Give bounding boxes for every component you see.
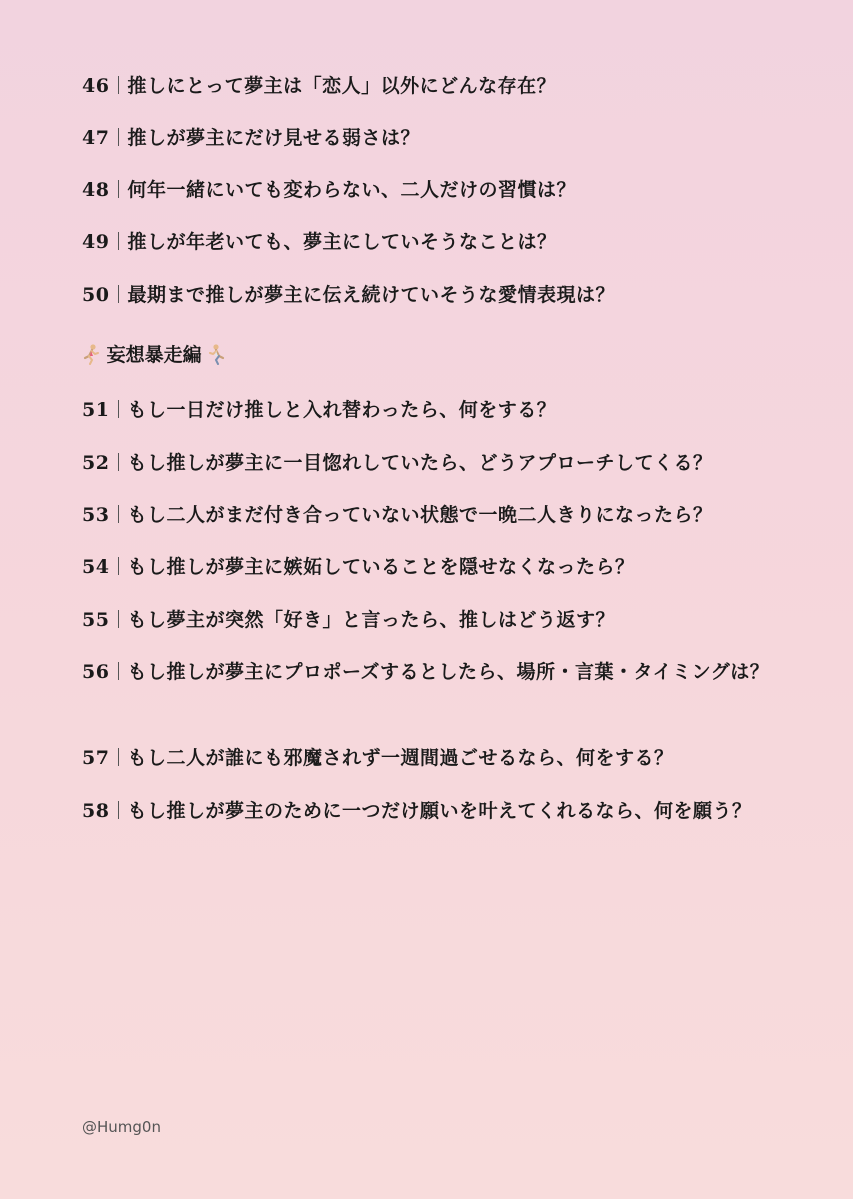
question-number: 50 [82, 284, 110, 306]
question-item [82, 278, 782, 312]
question-item [82, 225, 782, 259]
question-number: 57 [82, 747, 110, 769]
question-text: もし一日だけ推しと入れ替わったら、何をする？ [127, 399, 557, 421]
question-item [82, 603, 782, 637]
question-number: 52 [82, 452, 110, 474]
separator-bar [118, 662, 119, 680]
question-item [82, 655, 782, 689]
question-item [82, 741, 782, 775]
question-item [82, 393, 782, 427]
question-item [82, 121, 782, 155]
separator-bar [118, 801, 119, 819]
question-text: 推しが夢主にだけ見せる弱さは？ [127, 127, 420, 149]
question-text: 何年一緒にいても変わらない、二人だけの習慣は？ [127, 179, 576, 201]
question-text: もし二人が誰にも邪魔されず一週間過ごせるなら、何をする？ [127, 747, 674, 769]
separator-bar [118, 180, 119, 198]
section-title: 妄想暴走編 [106, 344, 202, 366]
question-item [82, 498, 782, 532]
separator-bar [118, 285, 119, 303]
question-number: 49 [82, 231, 110, 253]
section-heading [82, 338, 226, 372]
separator-bar [118, 76, 119, 94]
question-text: もし二人がまだ付き合っていない状態で一晩二人きりになったら？ [127, 504, 713, 526]
question-text: もし推しが夢主のために一つだけ願いを叶えてくれるなら、何を願う？ [127, 800, 752, 822]
question-number: 47 [82, 127, 110, 149]
question-number: 55 [82, 609, 110, 631]
separator-bar [118, 505, 119, 523]
running-man-icon [208, 343, 226, 365]
question-item [82, 550, 782, 584]
question-number: 53 [82, 504, 110, 526]
question-text: 最期まで推しが夢主に伝え続けていそうな愛情表現は？ [127, 284, 615, 306]
separator-bar [118, 400, 119, 418]
separator-bar [118, 610, 119, 628]
running-woman-icon [82, 343, 100, 365]
question-item [82, 794, 782, 828]
question-number: 58 [82, 800, 110, 822]
question-number: 46 [82, 75, 110, 97]
separator-bar [118, 557, 119, 575]
separator-bar [118, 128, 119, 146]
author-handle: @Humg0n [82, 1118, 161, 1136]
question-number: 51 [82, 399, 110, 421]
separator-bar [118, 453, 119, 471]
question-text: 推しが年老いても、夢主にしていそうなことは？ [127, 231, 557, 253]
question-item [82, 173, 782, 207]
separator-bar [118, 232, 119, 250]
question-text: もし夢主が突然「好き」と言ったら、推しはどう返す？ [127, 609, 615, 631]
question-text: もし推しが夢主に嫉妬していることを隠せなくなったら？ [127, 556, 635, 578]
question-number: 48 [82, 179, 110, 201]
question-text: もし推しが夢主にプロポーズするとしたら、場所・言葉・タイミングは？ [127, 661, 770, 683]
question-text: 推しにとって夢主は「恋人」以外にどんな存在？ [127, 75, 557, 97]
question-number: 54 [82, 556, 110, 578]
question-number: 56 [82, 661, 110, 683]
question-item [82, 446, 782, 480]
question-item [82, 69, 782, 103]
question-text: もし推しが夢主に一目惚れしていたら、どうアプローチしてくる？ [127, 452, 713, 474]
separator-bar [118, 748, 119, 766]
